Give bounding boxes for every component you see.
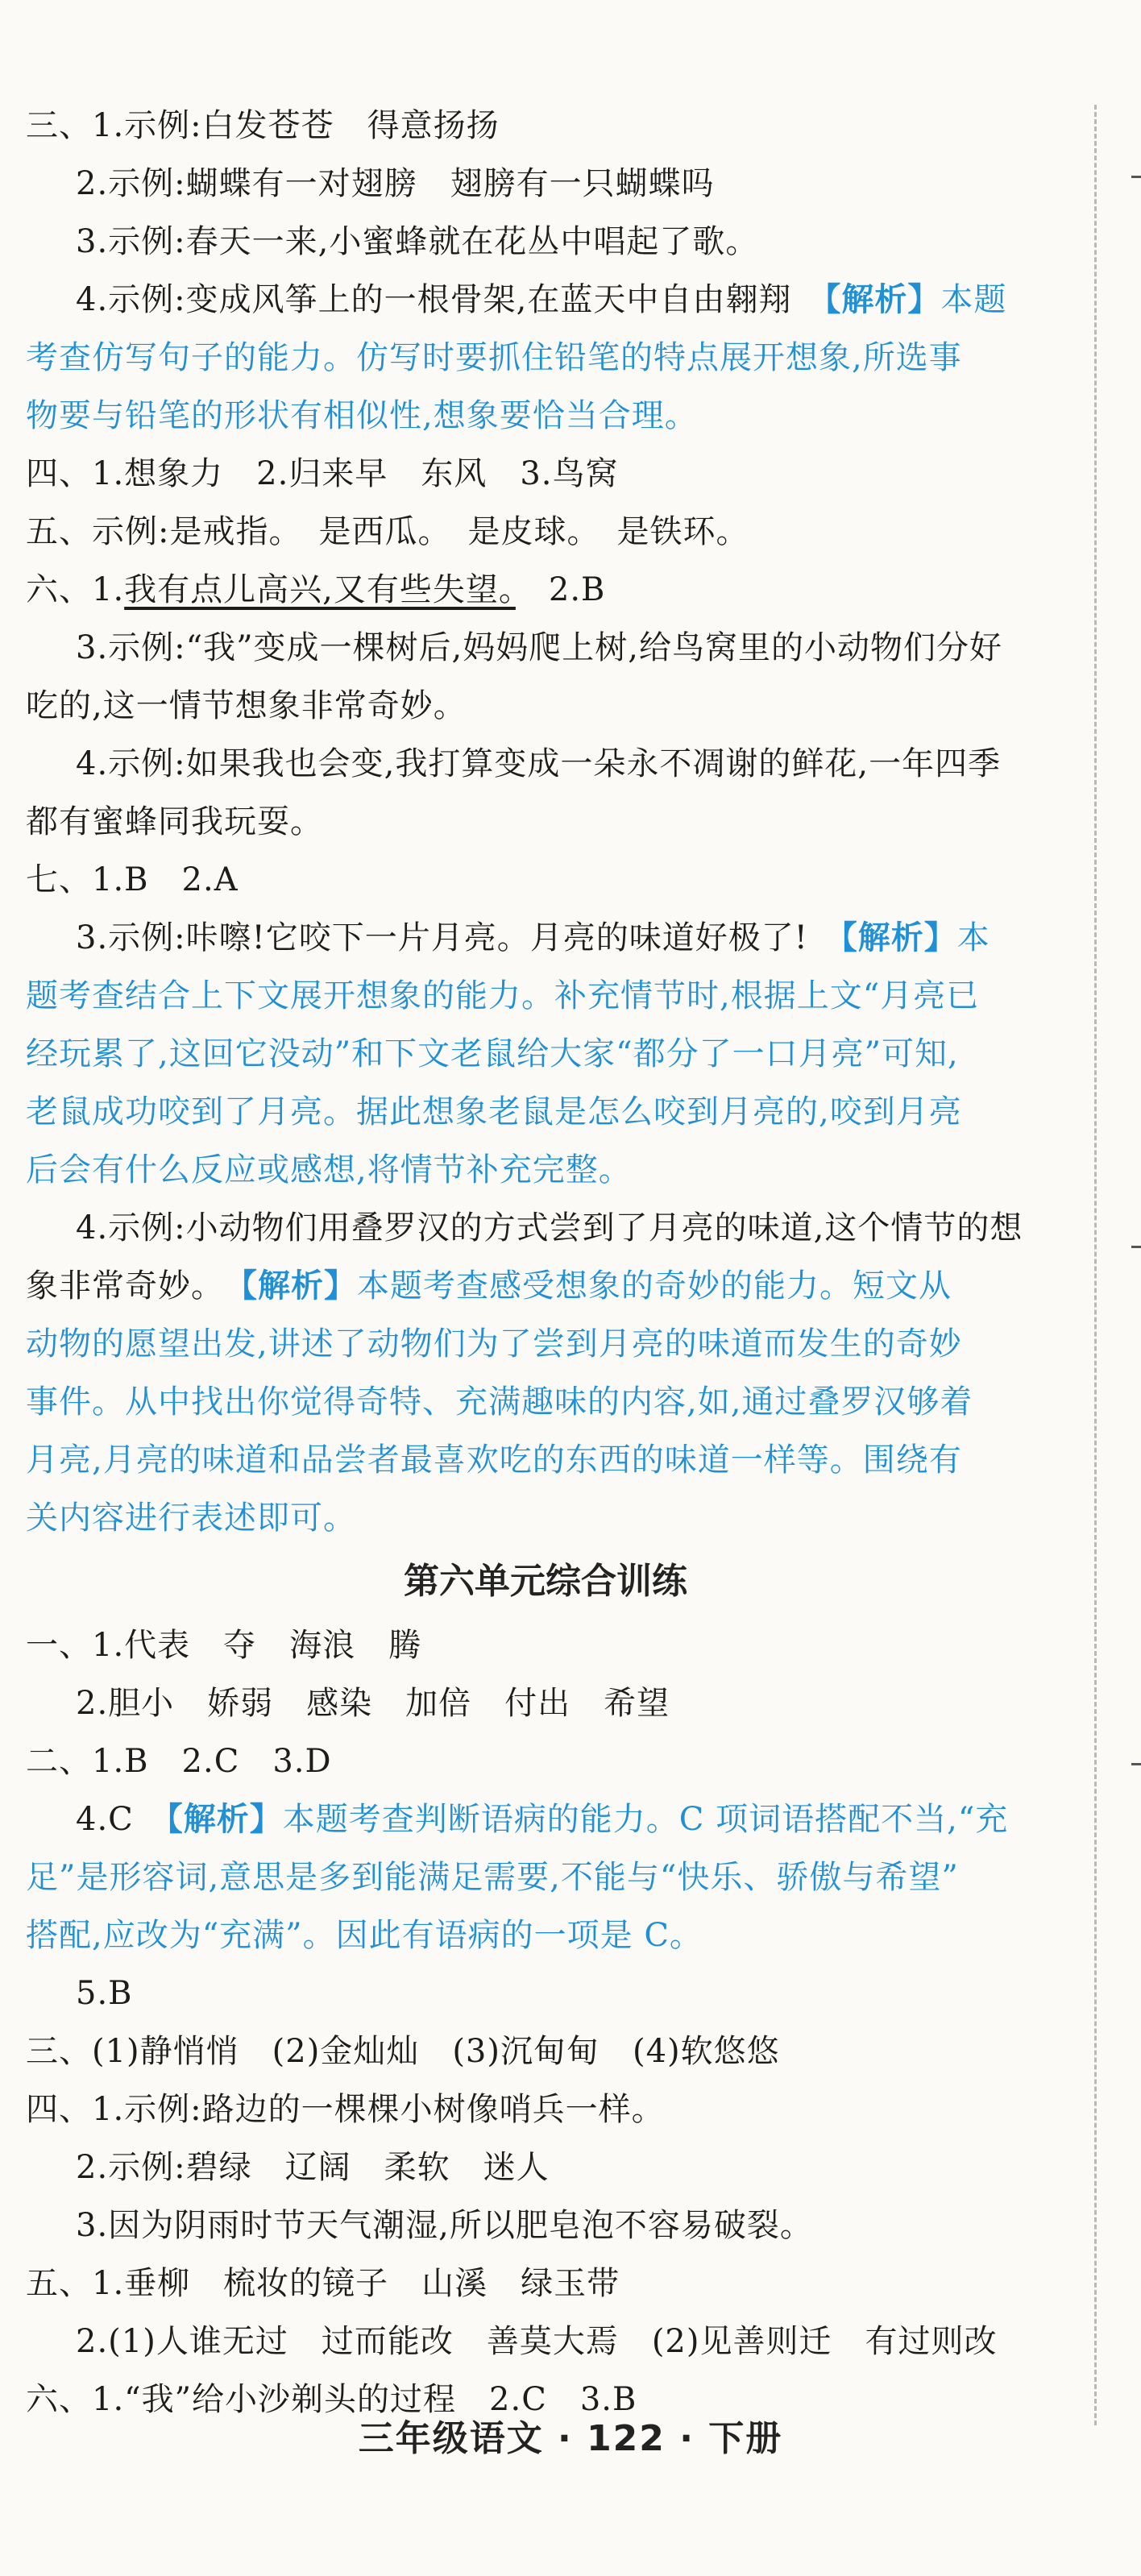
answer-content bbox=[26, 97, 1065, 2429]
answer-line: 3.示例:咔嚓!它咬下一片月亮。月亮的味道好极了! 【解析】本 bbox=[76, 919, 990, 956]
answer-line: 象非常奇妙。 【解析】本题考查感受想象的奇妙的能力。短文从 bbox=[26, 1267, 952, 1305]
analysis-tag: 【解析】 bbox=[824, 280, 941, 318]
answer-line: 一、1.代表 夺 海浪 腾 bbox=[26, 1627, 422, 1664]
analysis-line: 动物的愿望出发,讲述了动物们为了尝到月亮的味道而发生的奇妙 bbox=[26, 1325, 962, 1363]
answer-line: 六、1.“我”给小沙剃头的过程 2.C 3.B bbox=[26, 2381, 637, 2418]
analysis-line: 后会有什么反应或感想,将情节补充完整。 bbox=[26, 1151, 632, 1188]
answer-line: 五、1.垂柳 梳妆的镜子 山溪 绿玉带 bbox=[26, 2265, 620, 2302]
analysis-tag: 【解析】 bbox=[166, 1800, 283, 1838]
answer-line: 五、示例:是戒指。 是西瓜。 是皮球。 是铁环。 bbox=[26, 513, 749, 550]
answer-line: 2.示例:碧绿 辽阔 柔软 迷人 bbox=[76, 2149, 550, 2186]
analysis-line: 关内容进行表述即可。 bbox=[26, 1500, 356, 1537]
answer-line: 三、1.示例:白发苍苍 得意扬扬 bbox=[26, 107, 500, 144]
answer-line: 2.示例:蝴蝶有一对翅膀 翅膀有一只蝴蝶吗 bbox=[76, 165, 715, 202]
answer-line: 三、(1)静悄悄 (2)金灿灿 (3)沉甸甸 (4)软悠悠 bbox=[26, 2033, 780, 2070]
answer-line: 四、1.示例:路边的一棵棵小树像哨兵一样。 bbox=[26, 2091, 665, 2128]
margin-mark bbox=[1131, 176, 1141, 178]
underlined-answer: 我有点儿高兴,又有些失望。 bbox=[124, 571, 516, 608]
answer-line: 5.B bbox=[76, 1975, 133, 2012]
margin-mark bbox=[1131, 1763, 1141, 1765]
answer-line: 六、1.我有点儿高兴,又有些失望。 2.B bbox=[26, 571, 606, 608]
answer-line: 3.因为阴雨时节天气潮湿,所以肥皂泡不容易破裂。 bbox=[76, 2207, 813, 2244]
margin-mark bbox=[1131, 1246, 1141, 1248]
analysis-line: 足”是形容词,意思是多到能满足需要,不能与“快乐、骄傲与希望” bbox=[26, 1859, 959, 1896]
analysis-tag: 【解析】 bbox=[840, 919, 957, 956]
analysis-line: 老鼠成功咬到了月亮。据此想象老鼠是怎么咬到月亮的,咬到月亮 bbox=[26, 1093, 962, 1130]
answer-line: 七、1.B 2.A bbox=[26, 861, 239, 898]
analysis-line: 题考查结合上下文展开想象的能力。补充情节时,根据上文“月亮已 bbox=[26, 977, 980, 1014]
answer-line: 4.C 【解析】本题考查判断语病的能力。C 项词语搭配不当,“充 bbox=[76, 1800, 1009, 1838]
section-title: 第六单元综合训练 bbox=[404, 1561, 687, 1602]
answer-line: 3.示例:“我”变成一棵树后,妈妈爬上树,给鸟窝里的小动物们分好 bbox=[76, 629, 1002, 666]
margin-dashed-rule bbox=[1094, 105, 1097, 2425]
answer-line: 4.示例:如果我也会变,我打算变成一朵永不凋谢的鲜花,一年四季 bbox=[76, 745, 1002, 782]
answer-line: 四、1.想象力 2.归来早 东风 3.鸟窝 bbox=[26, 455, 619, 492]
answer-line: 3.示例:春天一来,小蜜蜂就在花丛中唱起了歌。 bbox=[76, 223, 759, 260]
analysis-tag: 【解析】 bbox=[241, 1267, 357, 1305]
analysis-line: 经玩累了,这回它没动”和下文老鼠给大家“都分了一口月亮”可知, bbox=[26, 1035, 959, 1072]
answer-line: 2.(1)人谁无过 过而能改 善莫大焉 (2)见善则迁 有过则改 bbox=[76, 2323, 998, 2360]
answer-line: 吃的,这一情节想象非常奇妙。 bbox=[26, 687, 467, 724]
analysis-line: 考查仿写句子的能力。仿写时要抓住铅笔的特点展开想象,所选事 bbox=[26, 339, 962, 376]
answer-line: 4.示例:变成风筝上的一根骨架,在蓝天中自由翱翔 【解析】本题 bbox=[76, 280, 1007, 318]
answer-line: 2.胆小 娇弱 感染 加倍 付出 希望 bbox=[76, 1685, 670, 1722]
analysis-line: 月亮,月亮的味道和品尝者最喜欢吃的东西的味道一样等。围绕有 bbox=[26, 1441, 962, 1479]
analysis-line: 物要与铅笔的形状有相似性,想象要恰当合理。 bbox=[26, 397, 698, 434]
answer-line: 4.示例:小动物们用叠罗汉的方式尝到了月亮的味道,这个情节的想 bbox=[76, 1209, 1023, 1247]
page-footer: 三年级语文 · 122 · 下册 bbox=[358, 2418, 783, 2459]
analysis-line: 事件。从中找出你觉得奇特、充满趣味的内容,如,通过叠罗汉够着 bbox=[26, 1383, 973, 1421]
answer-line: 都有蜜蜂同我玩耍。 bbox=[26, 803, 323, 840]
answer-line: 二、1.B 2.C 3.D bbox=[26, 1743, 332, 1780]
analysis-line: 搭配,应改为“充满”。因此有语病的一项是 C。 bbox=[26, 1917, 703, 1954]
